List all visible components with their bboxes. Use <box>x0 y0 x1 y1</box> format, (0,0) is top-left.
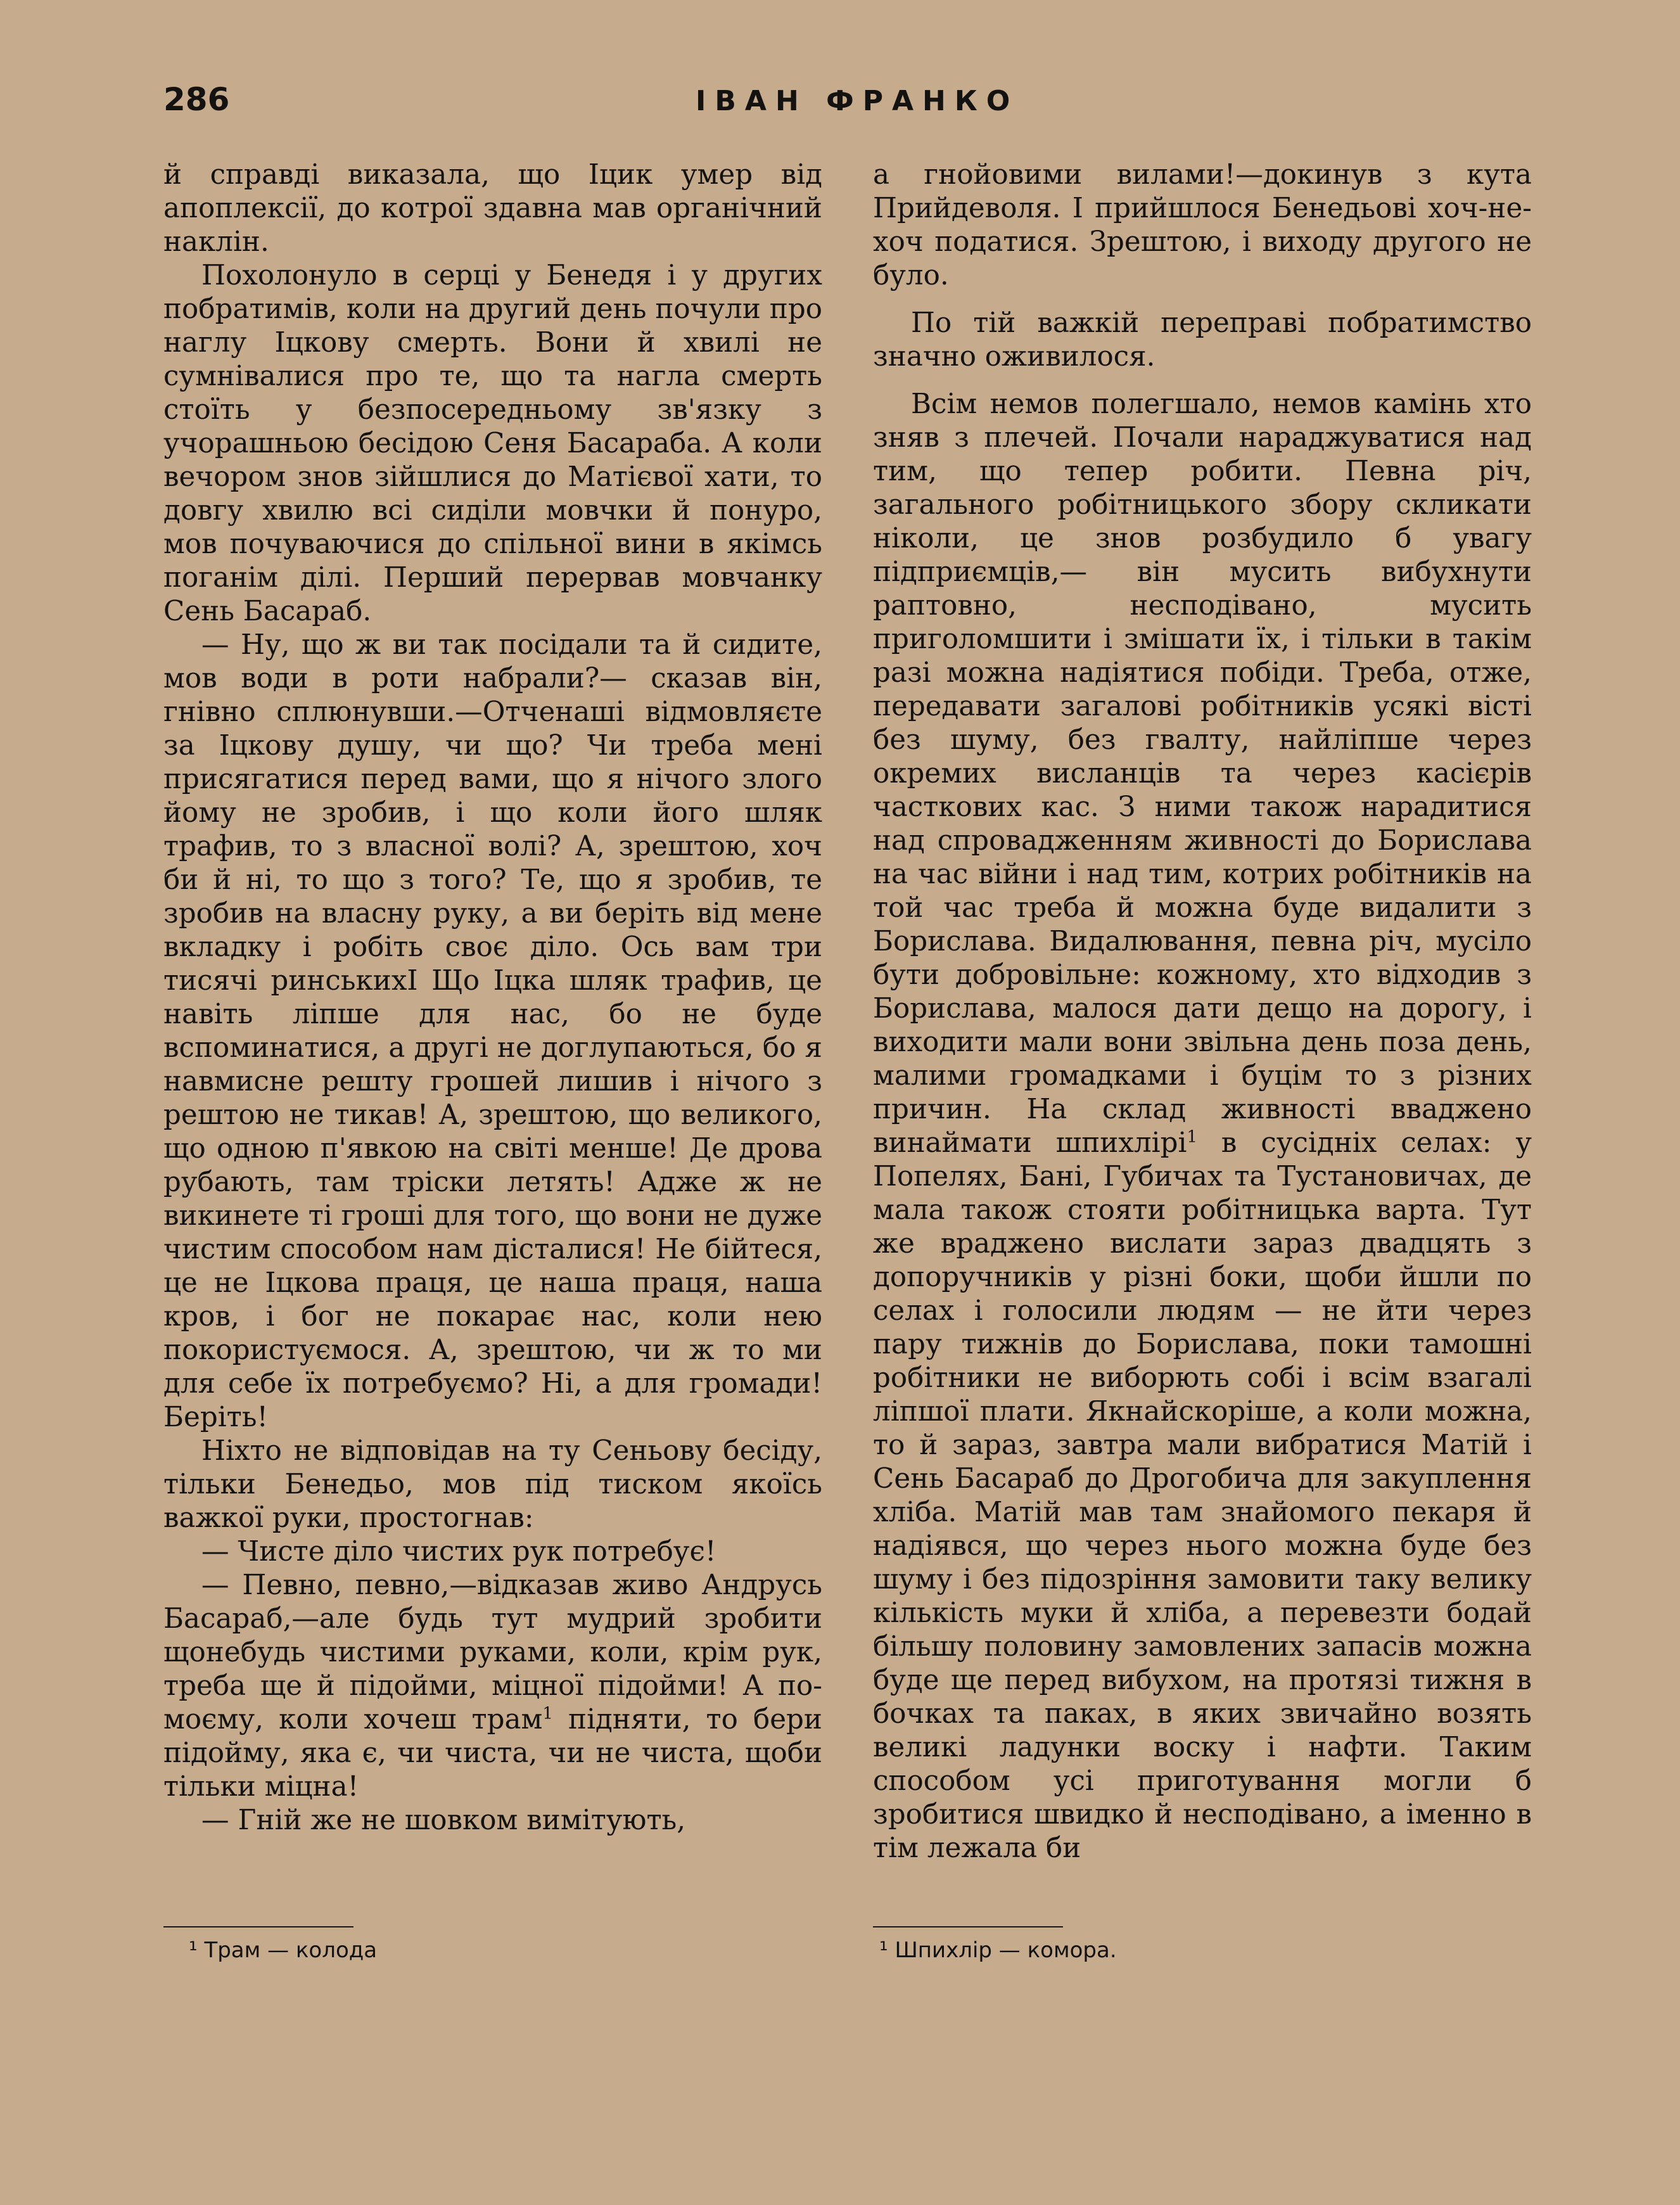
paragraph: — Ну, що ж ви так посідали та й сидите, мов води в роти набрали?— сказав він, гнівно сплюнувши.—Отченаші відмовляєте за Іцкову душу, чи що? Чи треба мені присягатися перед вами, що я нічого злого йому не зробив, і що коли його шляк трафив, то з власної волі? А, зрештою, хоч би й ні, то що з того? Те, що я зробив, те зробив на власну руку, а ви беріть від мене вкладку і робіть своє діло. Ось вам три тисячі ринськихI Що Іцка шляк трафив, це навіть ліпше для нас, бо не буде вспоминатися, а другі не доглупаються, бо я навмисне решту грошей лишив і нічого з рештою не тикав! А, зрештою, що великого, що одною п'явкою на світі менше! Де дрова рубають, там тріски летять! Адже ж не викинете ті гроші для того, що вони не дуже чистим способом нам дісталися! Не бійтеся, це не Іцкова праця, це наша праця, наша кров, і бог не покарає нас, коли нею покористуємося. А, зрештою, чи ж то ми для себе їх потребуємо? Ні, а для громади! Беріть! <box>163 629 822 1433</box>
paragraph: Ніхто не відповідав на ту Сеньову бесіду, тільки Бенедьо, мов під тиском якоїсь важкої руки, простогнав: <box>163 1435 822 1534</box>
footnote-marker: 1 <box>542 1704 553 1723</box>
page-header <box>163 81 1525 132</box>
running-title: ІВАН ФРАНКО <box>696 85 1019 117</box>
footnote-right: ¹ Шпихлір — комора. <box>879 1938 1117 1963</box>
footnote-marker: 1 <box>1187 1127 1197 1147</box>
paragraph: Похолонуло в серці у Бенедя і у других побратимів, коли на другий день почули про наглу Іцкову смерть. Вони й хвилі не сумнівалися про те, що та нагла смерть стоїть у безпосередньому зв'язку з учорашньою бесідою Сеня Басараба. А коли вечором знов зійшлися до Матієвої хати, то довгу хвилю всі сиділи мовчки й понуро, мов почуваючися до спільної вини в якімсь поганім ділі. Перший перервав мовчанку Сень Басараб. <box>163 260 822 627</box>
paragraph <box>163 1569 822 1804</box>
text-run: в сусідніх селах: у Попелях, Бані, Губичах та Тустановичах, де мала також стояти робітницька варта. Тут же враджено вислати зараз двадцять з допоручників у різні боки, щоби йшли по селах і голосили людям — не йти через пару тижнів до Борислава, поки тамошні робітники не виборють собі і всім взагалі ліпшої плати. Якнайскоріше, а коли можна, то й зараз, завтра мали вибратися Матій і Сень Басараб до Дрогобича для закуплення хліба. Матій мав там знайомого пекаря й надіявся, що через нього можна буде без шуму і без підозріння замовити таку велику кількість муки й хліба, а перевезти бодай більшу половину замовлених запасів можна буде ще перед вибухом, на протязі тижня в бочках та паках, в яких звичайно возять великі ладунки воску і нафти. Таким способом усі приготування могли б зробитися швидко й несподівано, а імeнно в тім лежала би <box>873 1127 1532 1864</box>
footnote-left: ¹ Трам — колода <box>189 1938 378 1963</box>
text-run: — Певно, певно,—відказав живо Андрусь Басараб,—але будь тут мудрий зробити щонебудь чистими руками, коли, крім рук, треба ще й підойми, міцної підойми! А по-моєму, коли хочеш трам <box>163 1569 822 1735</box>
paragraph: — Чисте діло чистих рук потребує! <box>201 1536 716 1568</box>
paragraph: По тій важкій переправі побратимство значно оживилося. <box>873 307 1532 373</box>
text-run: підняти, то бери підойму, яка є, чи чиста, чи не чиста, щоби тільки міцна! <box>163 1704 822 1803</box>
left-column <box>163 158 822 1838</box>
right-column <box>873 158 1532 1865</box>
paragraph <box>873 388 1532 1865</box>
paragraph: й справді виказала, що Іцик умер від апоплексії, до котрої здавна мав органічний наклін. <box>163 159 822 258</box>
paragraph: а гнойовими вилами!—докинув з кута Прийдеволя. І прийшлося Бенедьові хоч-не-хоч податися. Зрештою, і виходу другого не було. <box>873 159 1532 291</box>
text-run: Всім немов полегшало, немов камінь хто зняв з плечей. Почали нараджуватися над тим, що тепер робити. Певна річ, загального робітницького збору скликати ніколи, це знов розбудило б увагу підприємців,— він мусить вибухнути раптовно, несподівано, мусить приголомшити і змішати їх, і тільки в такім разі можна надіятися побіди. Треба, отже, передавати загалові робітників усякі вісті без шуму, без гвалту, найліпше через окремих висланців та через касієрів часткових кас. З ними також нарадитися над спровадженням живності до Борислава на час війни і над тим, котрих робітників на той час треба й можна буде видалити з Борислава. Видалювання, певна річ, мусіло бути добровільне: кожному, хто відходив з Борислава, малося дати дещо на дорогу, і виходити мали вони звільна день поза день, малими громадками і буцім то з різних причин. На склад живності вваджено винаймати шпихлірі <box>873 388 1532 1159</box>
paragraph: — Гній же не шовком вимітують, <box>201 1805 686 1836</box>
footnote-rule <box>163 1926 353 1927</box>
page-number: 286 <box>163 81 230 118</box>
footnote-rule <box>873 1926 1063 1927</box>
